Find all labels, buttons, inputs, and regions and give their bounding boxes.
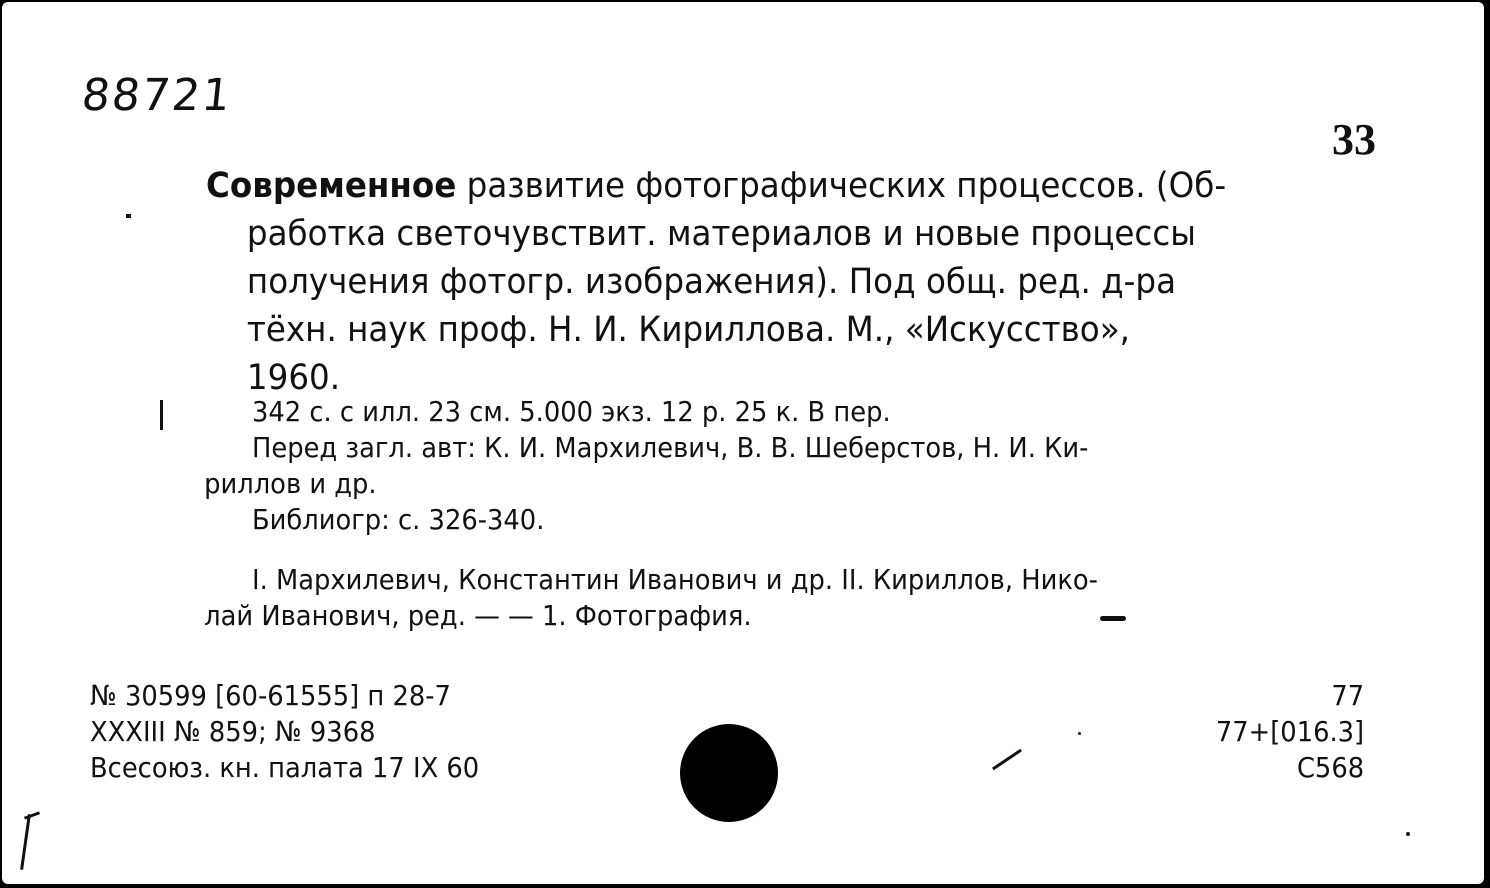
classification-code: 77 [1331, 679, 1364, 712]
footer-left [90, 678, 479, 786]
title-line: 1960. [246, 358, 341, 398]
chamber-date: Всесоюз. кн. палата 17 IX 60 [90, 751, 480, 784]
title-lead-word: Современное [206, 166, 457, 206]
ink-mark [1100, 616, 1126, 621]
bibliography-note: Библиогр: с. 326-340. [252, 503, 545, 536]
index-terms-cont: лай Иванович, ред. — — 1. Фотография. [204, 599, 752, 632]
authors-note-cont: риллов и др. [204, 467, 377, 500]
udc-code: 77+[016.3] [1215, 715, 1364, 748]
author-mark: С568 [1296, 751, 1364, 784]
title-line: работка светочувствит. материалов и новые процессы [246, 214, 1196, 254]
handwritten-number: 88721 [79, 70, 235, 121]
ink-mark [992, 749, 1022, 770]
page-number: 33 [1332, 115, 1376, 164]
authors-note: Перед загл. авт: К. И. Мархилевич, В. В. Шеберстов, Н. И. Ки- [252, 431, 1089, 464]
ink-mark [1406, 832, 1410, 836]
ink-mark [160, 400, 163, 430]
title-text: развитие фотографических процессов. (Об- [456, 166, 1227, 206]
index-terms: I. Мархилевич, Константин Иванович и др. II. Кириллов, Нико- [252, 563, 1098, 596]
ink-mark [24, 811, 40, 819]
ink-mark [1078, 732, 1081, 735]
title-line: тёхн. наук проф. Н. И. Кириллова. М., «Искусство», [246, 310, 1130, 350]
registration-number: № 30599 [60-61555] п 28-7 [90, 679, 451, 712]
title-block [206, 162, 1296, 402]
punch-hole [680, 724, 778, 822]
footer-right [1216, 678, 1364, 786]
ink-mark [20, 814, 31, 870]
details-block [204, 394, 1292, 634]
catalog-card [2, 2, 1484, 884]
physical-description: 342 с. с илл. 23 см. 5.000 экз. 12 р. 25 к. В пер. [252, 395, 891, 428]
series-number: XXXIII № 859; № 9368 [90, 715, 376, 748]
title-line: получения фотогр. изображения). Под общ. ред. д-ра [246, 262, 1177, 302]
title-line [206, 162, 1296, 210]
ink-mark [126, 214, 131, 218]
